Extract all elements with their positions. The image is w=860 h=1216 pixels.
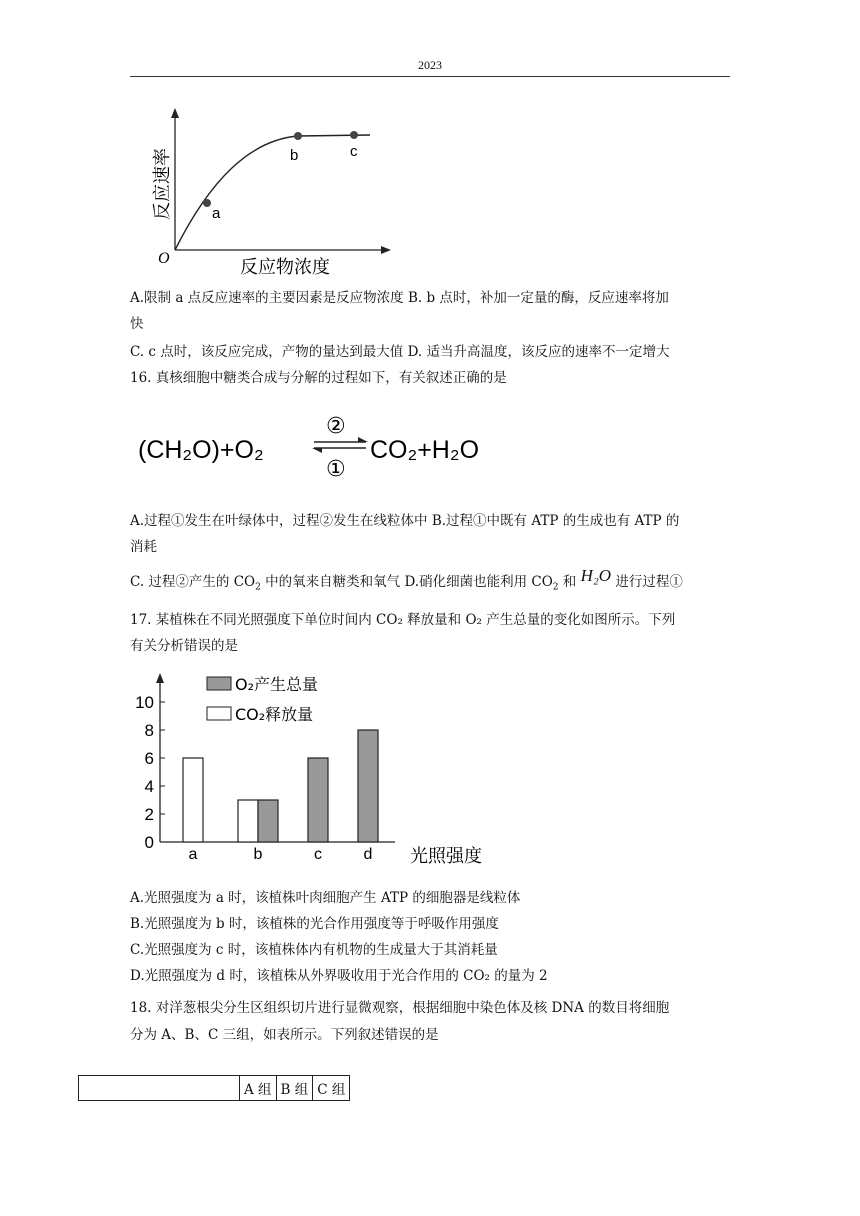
point-c xyxy=(350,131,358,139)
table-header-empty xyxy=(79,1076,240,1101)
y-axis-arrow xyxy=(171,108,179,118)
reverse-arrowhead xyxy=(312,448,322,453)
equation-left: (CH₂O)+O₂ xyxy=(138,436,264,464)
x-axis-arrow xyxy=(381,246,391,254)
x-tick-label-b: b xyxy=(253,846,263,863)
point-b-label: b xyxy=(290,147,299,164)
table-row xyxy=(79,1076,350,1101)
q15-option-line2: 快 xyxy=(130,316,144,332)
q16-option-ab-line2: 消耗 xyxy=(130,539,157,555)
origin-label: O xyxy=(158,250,170,267)
q16-h2o-formula: H₂O xyxy=(580,566,612,585)
y-tick-label: 4 xyxy=(144,777,154,796)
point-a xyxy=(203,199,211,207)
y-axis-label: 反应速率 xyxy=(152,148,173,220)
header-rule xyxy=(130,76,730,77)
reaction-rate-figure xyxy=(140,100,400,280)
q17-option-a: A.光照强度为 a 时，该植株叶肉细胞产生 ATP 的细胞器是线粒体 xyxy=(130,890,521,906)
forward-arrowhead xyxy=(358,437,368,442)
page-header: 2023 xyxy=(418,58,442,72)
legend-o2-swatch xyxy=(207,677,231,690)
x-tick-label-a: a xyxy=(188,846,198,863)
q15-option-line1: A.限制 a 点反应速率的主要因素是反应物浓度 B. b 点时，补加一定量的酶，反应速率将加 xyxy=(130,290,669,306)
point-a-label: a xyxy=(212,205,221,222)
x-tick-label-d: d xyxy=(363,846,373,863)
q16-option-ab-line1: A.过程①发生在叶绿体中，过程②发生在线粒体中 B.过程①中既有 ATP 的生成也有 ATP 的 xyxy=(130,513,680,529)
q17-option-d: D.光照强度为 d 时，该植株从外界吸收用于光合作用的 CO₂ 的量为 2 xyxy=(130,968,548,984)
q16-equation xyxy=(138,408,528,488)
y-tick-label: 2 xyxy=(144,805,154,824)
q16-stem: 16. 真核细胞中糖类合成与分解的过程如下，有关叙述正确的是 xyxy=(130,370,507,386)
q15-option-line3: C. c 点时，该反应完成，产物的量达到最大值 D. 适当升高温度，该反应的速率不一定增大 xyxy=(130,344,670,360)
q16-c-text2: 中的氧来自糖类和氧气 D.硝化细菌也能利用 CO xyxy=(260,574,553,590)
legend-co2-swatch xyxy=(207,707,231,720)
q17-stem-line2: 有关分析错误的是 xyxy=(130,638,238,654)
arrow-bottom-label: ① xyxy=(326,457,346,482)
co2-bar-b xyxy=(238,800,258,842)
table-header-c: C 组 xyxy=(313,1076,350,1101)
x-tick-label-c: c xyxy=(314,846,322,863)
y-axis-arrow xyxy=(156,673,164,683)
y-tick-label: 10 xyxy=(135,693,154,712)
point-b xyxy=(294,132,302,140)
o2-bar-b xyxy=(258,800,278,842)
q18-stem-line2: 分为 A、B、C 三组，如表所示。下列叙述错误的是 xyxy=(130,1027,439,1043)
q16-c-text4: 进行过程① xyxy=(615,574,683,590)
co2-bar-a xyxy=(183,758,203,842)
table-header-b: B 组 xyxy=(276,1076,313,1101)
q17-option-b: B.光照强度为 b 时，该植株的光合作用强度等于呼吸作用强度 xyxy=(130,916,499,932)
q16-option-cd: C. 过程②产生的 $CO_2$ 中的氧来自糖类和氧气 D.硝化细菌也能利用 $CO_2$ 和 H₂O 进行过程① xyxy=(130,566,683,593)
table-header-a: A 组 xyxy=(240,1076,277,1101)
y-tick-label: 0 xyxy=(144,833,154,852)
rate-curve xyxy=(175,135,370,250)
legend-o2-label: O₂产生总量 xyxy=(235,675,319,694)
arrow-top-label: ② xyxy=(326,414,346,439)
light-intensity-bar-chart xyxy=(125,665,495,877)
q17-stem-line1: 17. 某植株在不同光照强度下单位时间内 CO₂ 释放量和 O₂ 产生总量的变化如图所示。下列 xyxy=(130,612,676,628)
x-axis-label: 光照强度 xyxy=(410,846,482,867)
y-tick-label: 8 xyxy=(144,721,154,740)
q16-c-text3: 和 xyxy=(558,574,577,590)
q18-table xyxy=(78,1075,350,1101)
equation-right: CO₂+H₂O xyxy=(370,436,480,464)
q18-stem-line1: 18. 对洋葱根尖分生区组织切片进行显微观察，根据细胞中染色体及核 DNA 的数目将细胞 xyxy=(130,1000,670,1016)
legend-co2-label: CO₂释放量 xyxy=(235,705,314,724)
q16-c-text1: C. 过程②产生的 CO xyxy=(130,574,256,590)
x-axis-label: 反应物浓度 xyxy=(240,257,330,278)
o2-bar-c xyxy=(308,758,328,842)
o2-bar-d xyxy=(358,730,378,842)
y-tick-label: 6 xyxy=(144,749,154,768)
point-c-label: c xyxy=(350,143,358,160)
q17-option-c: C.光照强度为 c 时，该植株体内有机物的生成量大于其消耗量 xyxy=(130,942,498,958)
